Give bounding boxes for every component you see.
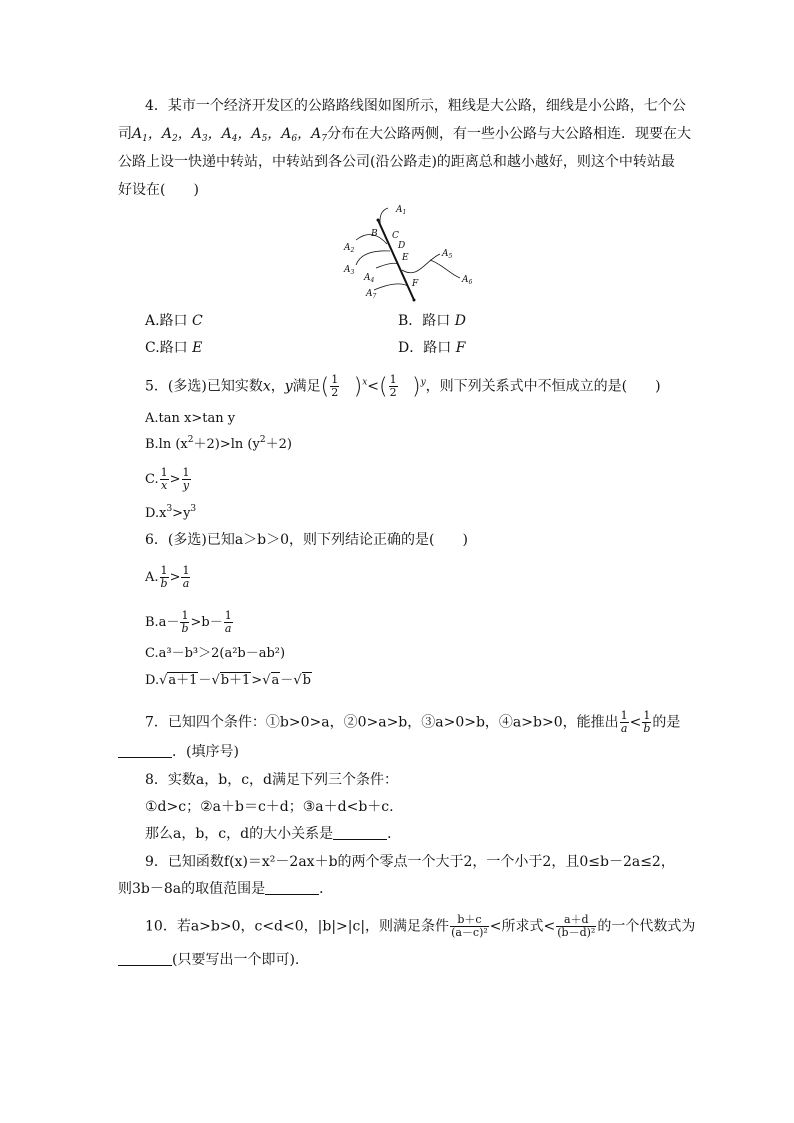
q4-text: 分布在大公路两侧，有一些小公路与大公路相连．现要在大: [327, 126, 692, 142]
q6-option-b[interactable]: B.a－ $\frac{1}{b}$ >b－ $\frac{1}{a}$: [145, 609, 232, 635]
answer-blank[interactable]: [118, 951, 172, 966]
label-a3: $A_3$: [344, 265, 355, 276]
q5-option-b[interactable]: B.ln $(x^2+2)>\ln$ $(y^2+2)$: [145, 435, 292, 452]
q10-stem: 10．若a>b>0，c<d<0，|b|>|c|，则满足条件 $\frac{b+c}{\text{(a－c)²}}$ <所求式< $\frac{a+d}{\text{(b－d)²}}$ 的一个代数式为: [145, 913, 696, 939]
q5-option-c[interactable]: C. $\frac{1}{x}$ > $\frac{1}{y}$: [145, 466, 190, 492]
road-a4: [376, 263, 398, 268]
q4-option-d[interactable]: [398, 338, 465, 358]
lt-sign: <: [367, 378, 380, 395]
label-c: C: [392, 231, 399, 241]
road-a6: [430, 260, 460, 278]
q10-line2: (只要写出一个即可).: [118, 950, 299, 970]
option-label: A.路口: [145, 313, 188, 329]
option-value: F: [455, 340, 466, 356]
q5-text: 满足: [292, 378, 321, 395]
var-y: y: [284, 378, 293, 395]
road-a3: [356, 251, 390, 265]
q5-option-a[interactable]: A.tan x>tan y: [145, 411, 236, 426]
q5-stem: 5．(多选)已知实数x，y满足( $\frac{1}{2}$ )$^x$<( $\frac{1}{2}$ )$^y$，则下列关系式中不恒成立的是( ): [145, 373, 661, 400]
var-x: x: [262, 378, 271, 395]
label-a2: $A_2$: [344, 243, 355, 254]
label-a4: $A_4$: [364, 273, 375, 284]
company-list: $A_1$，$A_2$，$A_3$，$A_4$，$A_5$，$A_6$，$A_7$: [132, 126, 328, 144]
option-value: E: [192, 340, 203, 356]
q6-option-a[interactable]: A. $\frac{1}{b}$ > $\frac{1}{a}$: [145, 564, 190, 590]
q7-line2: ．(填序号): [118, 742, 239, 762]
q5-text: 5．(多选)已知实数: [145, 378, 263, 395]
q9-line2: 则3b－8a的取值范围是 ．: [118, 881, 334, 897]
label-d: D: [398, 241, 406, 251]
option-label: D．路口: [398, 340, 452, 356]
label-a5: $A_5$: [442, 249, 453, 260]
q4-line1: 4．某市一个经济开发区的公路路线图如图所示，粗线是大公路，细线是小公路，七个公: [145, 98, 686, 114]
q4-line4: 好设在( ): [118, 182, 199, 198]
q4-line2: [118, 124, 691, 144]
label-a6: $A_6$: [462, 275, 473, 286]
label-f: F: [412, 279, 419, 289]
q4-text: 司: [118, 126, 132, 142]
q6-option-d[interactable]: D.√a＋1－√b＋1>√a－√b: [145, 673, 311, 688]
label-a1: $A_1$: [396, 205, 407, 216]
answer-blank[interactable]: [265, 880, 319, 895]
q8-line3: 那么a，b，c，d的大小关系是 ．: [145, 826, 402, 842]
q6-option-c[interactable]: C.a³－b³＞2(a²b－ab²): [145, 646, 286, 661]
label-a7: $A_7$: [366, 289, 377, 300]
q8-line2: ①d>c；②a＋b＝c＋d；③a＋d<b＋c.: [145, 799, 394, 815]
option-label: B．路口: [398, 313, 451, 329]
q4-option-a[interactable]: [145, 311, 203, 331]
q5-text: ，则下列关系式中不恒成立的是( ): [425, 378, 661, 395]
q4-option-c[interactable]: [145, 338, 202, 358]
q9-line1: 9．已知函数f(x)＝x²－2ax＋b的两个零点一个大于2，一个小于2，且0≤b－2a≤2，: [145, 854, 675, 870]
option-label: C.路口: [145, 340, 188, 356]
q4-option-b[interactable]: [398, 311, 466, 331]
q4-line3: 公路上设一快递中转站，中转站到各公司(沿公路走)的距离总和越小越好，则这个中转站最: [118, 154, 675, 170]
q8-line1: 8．实数a，b，c，d满足下列三个条件：: [145, 772, 399, 788]
option-value: D: [454, 313, 466, 329]
road-map-diagram: [338, 202, 478, 304]
label-e: E: [402, 253, 409, 263]
label-b: B: [371, 229, 378, 239]
answer-blank[interactable]: [118, 743, 172, 758]
q6-stem: 6．(多选)已知a＞b＞0，则下列结论正确的是( ): [145, 532, 468, 548]
q5-option-d[interactable]: $D.x^3>y^3$: [145, 504, 197, 521]
road-a7: [374, 284, 408, 290]
answer-blank[interactable]: [333, 825, 387, 840]
q7-stem: 7．已知四个条件：①b>0>a，②0>a>b，③a>0>b，④a>b>0，能推出 $\frac{1}{a}$ < $\frac{1}{b}$ 的是: [145, 709, 681, 735]
option-value: C: [192, 313, 203, 329]
